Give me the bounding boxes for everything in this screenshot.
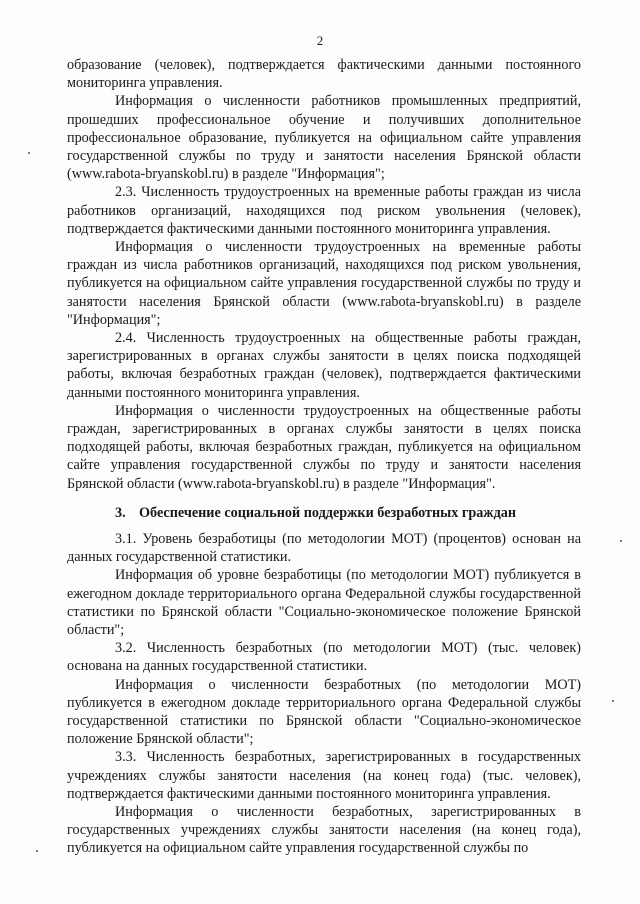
paragraph-3-2: 3.2. Численность безработных (по методологии МОТ) (тыс. человек) основана на данных государственной статистики. <box>67 640 581 675</box>
top-text-block <box>67 56 581 493</box>
paragraph-info-public-work: Информация о численности трудоустроенных на общественные работы граждан, зарегистрированных в органах службы занятости в целях поиска подходящей работы, включая безработных граждан, публикуется на официальном сайте управления государственной службы по труду и занятости населения Брянской области (www.rabota-bryanskobl.ru) в разделе "Информация". <box>67 402 581 492</box>
paragraph-info-unemployed-count: Информация о численности безработных (по методологии МОТ) публикуется в ежегодном докладе территориального органа Федеральной службы государственной статистики по Брянской области "Социально-экономическое положение Брянской области"; <box>67 676 581 748</box>
section-number: 3. <box>115 505 126 521</box>
section-title: Обеспечение социальной поддержки безработных граждан <box>139 505 517 521</box>
page-number: 2 <box>316 33 324 48</box>
paragraph-info-unemployment-rate: Информация об уровне безработицы (по методологии МОТ) публикуется в ежегодном докладе территориального органа Федеральной службы государственной статистики по Брянской области "Социально-экономическое положение Брянской области"; <box>67 567 581 639</box>
paragraph-2-4: 2.4. Численность трудоустроенных на общественные работы граждан, зарегистрированных в органах службы занятости в целях поиска подходящей работы, включая безработных граждан (человек), подтверждается фактическими данными постоянного мониторинга управления. <box>67 330 581 401</box>
paragraph-continuation: образование (человек), подтверждается фактическими данными постоянного мониторинга управления. <box>67 57 581 92</box>
paragraph-2-3: 2.3. Численность трудоустроенных на временные работы граждан из числа работников организаций, находящихся под риском увольнения (человек), подтверждается фактическими данными постоянного мониторинга управления. <box>67 184 581 237</box>
scan-speck <box>612 700 614 702</box>
paragraph-info-temporary-work: Информация о численности трудоустроенных на временные работы граждан из числа работников организаций, находящихся под риском увольнения, публикуется на официальном сайте управления государственной службы по труду и занятости населения Брянской области (www.rabota-bryanskobl.ru) в разделе "Информация"; <box>67 239 581 328</box>
scan-speck <box>28 152 30 154</box>
section-heading <box>67 505 581 522</box>
paragraph-info-registered-unemployed: Информация о численности безработных, зарегистрированных в государственных учреждениях службы занятости населения (на конец года), публикуется на официальном сайте управления государственной службы по <box>67 804 581 857</box>
scan-speck <box>620 540 622 542</box>
bottom-text-block <box>67 530 581 858</box>
paragraph-3-3: 3.3. Численность безработных, зарегистрированных в государственных учреждениях службы занятости населения (на конец года) (тыс. человек), подтверждается фактическими данными постоянного мониторинга управления. <box>67 749 581 802</box>
paragraph-info-industrial-training: Информация о численности работников промышленных предприятий, прошедших профессиональное обучение и получивших дополнительное профессиональное образование, публикуется на официальном сайте управления государственной службы по труду и занятости населения Брянской области (www.rabota-bryanskobl.ru) в разделе "Информация"; <box>67 93 581 183</box>
paragraph-3-1: 3.1. Уровень безработицы (по методологии МОТ) (процентов) основан на данных государственной статистики. <box>67 531 581 566</box>
scan-speck <box>36 850 38 852</box>
